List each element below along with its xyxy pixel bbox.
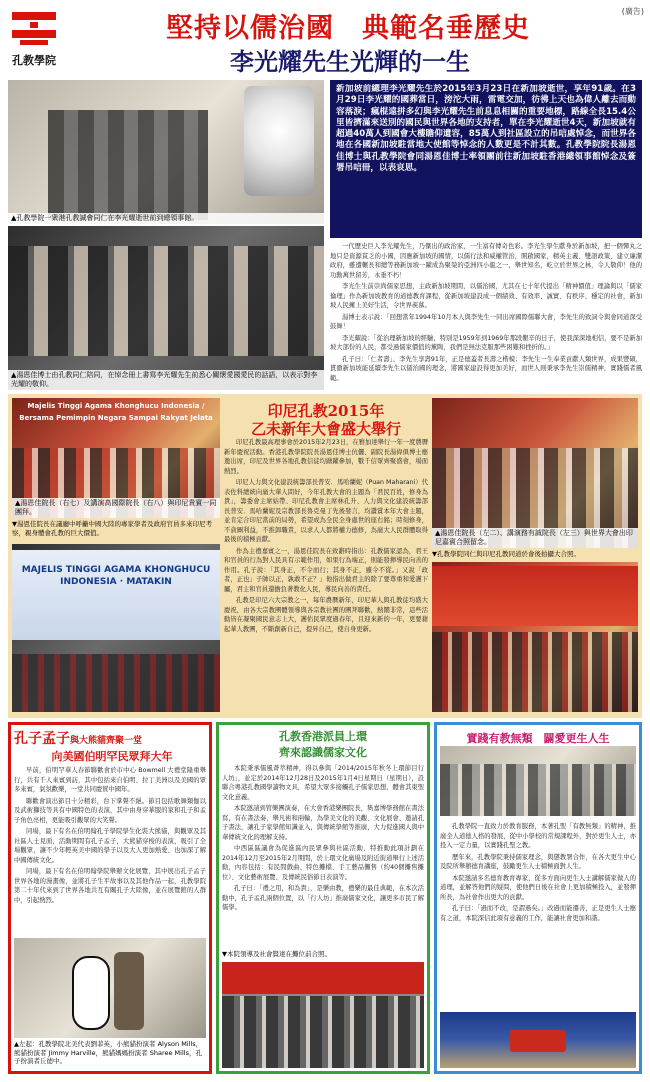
photo-memorial-visit (8, 80, 324, 224)
col1-title-sub: 與大熊貓齊聚一堂 (70, 736, 143, 746)
indo-paragraph: 孔教是印尼六大宗教之一，每年農曆新年，印尼華人與孔教徒均盛大慶祝，由各大宗教團體領導與各宗教社團的團拜聯歡，熱鬧非常，這些活動皆在凝聚國民意志上大，護佑民眾度過春年，且迎來新的一年，更要藉起華人教團，不斷創新自己，提昇自己，使自身更新。 (224, 597, 428, 633)
col2-title: 孔教香港派員上環 (279, 730, 367, 743)
col2-subtitle: 齊來認識儒家文化 (279, 746, 367, 759)
indo-banner-2: MAJELIS TINGGI AGAMA KHONGHUCU INDONESIA · MATAKIN (21, 565, 211, 587)
col3-paragraph: 孔子曰：「過而不改，是謂過矣。」改過而能遷善，正是更生人士應有之道，本院深信此項有意義的工作，能讓社會更加和諧。 (440, 905, 636, 922)
col1-title (14, 728, 210, 748)
col1-paragraph: 同場，最下有名在伯明翰學院舉辦文化展覽，其中展出孔子孟子世界各地的漫畫像，並將孔子生平故事以及其他作品一起，孔教學院第二十年代來到了世界各地共互有關孔子大陸像，並在展覽館的人群中，引起熱烈。 (14, 868, 206, 904)
col3-paragraph: 歷年來，孔教學院秉持儒家理念，與懲教署合作，在各大更生中心及院所舉辦德育講座，鼓勵更生人士積極面對人生。 (440, 853, 636, 870)
essay-text (330, 242, 642, 392)
col2-paragraph: 本院邀請到管樂團演奏，在大會香港樂團院長，雋嘉博學務館在書法寫，有在書法奏，舉凡術和兩輪，為學美文化的美觀、文化展會、邀請孔子書法，讓孔子家學館知識並入，與傳統學館等推廣，大力促進國人與中華傳統文化的理解支持。 (222, 805, 424, 841)
col1-paragraph: 聯歡會演出節目十分精彩，台下掌聲不絕。節目包括歌舞類伽以及武術獅技等具有中國特色的表演，其中由身穿華服的家和孔子和孟子角色亮相，更能吸引觀眾的大笑聲。 (14, 797, 206, 824)
photo-rehab-talk (440, 746, 636, 816)
indo-caption-2: ▼湯恩佳院長在議廳中呼籲中國大陸的專家學者及政府官員多來印尼考察，親身體會孔教的巨大價值。 (12, 520, 212, 537)
indo-paragraph: 印尼孔教最高理事會於2015年2月23日，在雅加達舉行一年一度農曆新年慶祝活動。香港孔教學院院長湯恩佳博士伉儷、副院長湯偉俱博士應邀出席，印尼及世界各地孔教信徒均踴躍參加，數千信眾齊聚盛會，場面熱烈。 (224, 439, 428, 475)
logo-mark-icon (12, 8, 56, 48)
col3-paragraph: 孔教學院一直致力於教育服務，本著孔聖「有教無類」的精神，推廣全人道德人格的發展，從中小學校的常規課程外，對於更生人士，亦投入一定力量，以實踐孔聖之教。 (440, 823, 636, 849)
indo-banner-1: Majelis Tinggi Agama Khonghucu Indonesia / Bersama Pemimpin Negara Sampai Rakyat Jelata (19, 402, 213, 422)
org-name: 孔教學院 (12, 54, 56, 67)
indo-paragraph: 印尼人力與文化建設統籌部長普安．馬哈蘭妮（Puan Maharani）代表佐科總統向廣大華人問好，今年孔教大會的主題為「君民百姓，修身為貴」，籌委會主席姑帶、印尼孔教會主席林孔升、人力與文化建設統籌部長普安．馬哈蘭妮及宗教部長魯克曼丁先後發言，均讚賞本年大會主題，並肯定合印尼當前的局勢，希望成為全民全身處世的座右銘；時刻修身，不貪圖利益，不推卸職責，以求人人都將權力德修，為廣大人民群體取得最後的積極貢獻。 (224, 479, 428, 543)
lead-text: 新加坡前總理李光耀先生於2015年3月23日在新加坡逝世，享年91歲。在3月29日李光耀的國葬當日，滂沱大雨，雷電交加，彷彿上天也為偉人離去而動容落淚；瘋棍遠拼多幻與李光耀先生前息息相關的重要地標，路線全長15.4公里皆擠滿來送別的國民與世界各地的支持者，單在李光耀逝世4天，新加坡就有超過40萬人到國會大樓瞻仰遺容，85萬人到社區設立的吊唁處悼念，而世界各地在各國新加坡駐當地大使館等悼念的人數更是不計其數。孔教學院院長湯恩佳博士與孔教學院會同湯恩佳博士率領團前往新加坡駐香港總領事館悼念及簽署吊唁冊，以表哀思。 (336, 84, 636, 174)
essay-paragraph: 李光生生前崇尚儒家思想，主政新加坡期間，以儒治國，尤其在七十年代提出「精神價值」理論與以「儒家倫理」作為新加坡教育的道德教育課程，從新加坡建設成一個績效、有效率、誠實、有秩序、穩定的社會，新加坡人民擁上美好生活，令世界羨慕。 (330, 283, 642, 309)
photo-signing-book (8, 226, 324, 390)
indo-subtitle: 乙未新年大會盛大舉行 (250, 420, 401, 438)
page-subtitle: 李光耀先生光輝的一生 (230, 47, 470, 76)
col1-title-main: 孔子孟子 (14, 731, 70, 747)
col2-paragraph: 本院秉承儒風薈萃精神，得以參與「2014/2015年秋冬上環節目行人坊」，並定於2014年12月28日及2015年1月4日星期日（星期日），設聯合粵港孔教國學讀物文具，希望大眾多接觸孔子儒家思想，體會其東聖文化意義。 (222, 765, 424, 801)
essay-paragraph: 李光耀說：「從治理新加坡的經驗，特別是1959年到1969年那段艱辛的日子，使我深深地相信，要不是新加坡大部份的人民，都受過儒家價值的薰陶，我們是無法克服那些困難和挫折的。」 (330, 334, 642, 351)
ad-tag: (廣告) (621, 7, 644, 16)
col3-title: 實踐有教無類 闢愛更生人生 (466, 732, 610, 745)
col1-paragraph: 同場，最下有名在伯明翰孔子學院學生化裝大熊貓，與觀眾及其社區人士見面，活動期間有孔子孟子，大熊貓穿梭的表演，吸引了全場觀眾，讓不少年輕英美中國的學子以及大人更加熱愛、也加深了解中國傳統文化。 (14, 828, 206, 864)
page-title: 堅持以儒治國 典範名垂歷史 (166, 13, 530, 44)
col2-caption: ▼本院領導及社會賢達在攤位前合照。 (222, 950, 331, 958)
col1-subtitle: 向美國伯明罕民眾拜大年 (51, 750, 173, 763)
indo-text (224, 438, 428, 714)
indo-title: 印尼孔教2015年 (267, 402, 385, 420)
photo-booth-group (222, 962, 424, 1068)
photo-indo-group-right (432, 562, 638, 712)
photo-indo-vip (432, 398, 638, 548)
panda-icon (72, 956, 110, 1030)
essay-paragraph: 湯博士表示說：「回想當年1994年10月本人與李先生一同出席國際儒聯大會，李先生的致詞令與會同道深受鼓舞！ (330, 313, 642, 330)
col2-paragraph: 中西區區議會為促進區內民眾參與社區活動，特推動此項計劃在2014年12月至2015年2月期間，於上環文化廣場及附近街道舉行上述活動，內容包括：有民間戲曲、特色攤檔、手工藝品攤售（約40個攤售攤位）、文化藝術展覽、及傳統民俗節日表演等。 (222, 845, 424, 881)
indo-caption-4: ▼孔教學院同仁與印尼孔教同道於會後拍攝大合照。 (432, 550, 580, 558)
indo-paragraph: 作為主禮嘉賓之一，湯恩佳院長在致辭時指出：孔教儒家認為，君王和官員的行為對人民具有示範作用，如果行為端正，則能發揮導民向善的作用。孔子說：「其身正，不令而行；其身不正，雖令不從。」又說「政者，正也」子帥以正，孰敢不正？」他指出做君主的除了要尊重和愛護下屬，君主和官員還擔負著教化人民，導民向善的責任。 (224, 547, 428, 593)
col1-caption: ▲左起：孔教學院北美代表劉菲英，小熊貓扮演者 Alyson Mills，熊貓扮演者 Jimmy Harville，熊貓媽媽扮演者 Sharee Mills，孔子扮演者丘德中。 (14, 1040, 203, 1065)
col2-text (222, 764, 424, 948)
photo-rehab-stage (440, 1012, 636, 1068)
photo-caption: ▲孔教學院一衆港孔教誠會同仁在李光耀逝世前到總領事館。 (8, 213, 324, 224)
photo-indo-speech (12, 544, 220, 712)
photo-caption: ▲湯恩佳博士由孔教同仁陪同，在悼念冊上書寫李光耀先生前悉心關懷愛國愛民的話語，以表示對李光耀的敬仰。 (8, 370, 324, 390)
photo-caption: ▲湯恩佳院長（右七）及講演高國際院長（右八）與印尼貴賓一同團拜。 (12, 498, 220, 518)
logo (8, 8, 60, 70)
col1-paragraph: 早前，伯明罕華人春節聯歡會於市中心 Bowmell 大禮堂隆重舉行，共有千人來賓到訪，其中包括來自伯明、拉丁美洲以及美國的眾多來賓，氣氛歡樂，一堂共同慶賀中國年。 (14, 767, 206, 793)
col3-text (440, 822, 636, 1008)
col3-paragraph: 本院邀請多名德育教育專家，從多方面向更生人士講解儒家做人的道理，並解答他們的疑問，使他們日後在社會上更加積極投入，並發揮所長，為社會作出更大的貢獻。 (440, 874, 636, 901)
photo-indo-group-left (12, 398, 220, 518)
essay-paragraph: 一代歷史巨人李光耀先生，乃傑出的政治家，一生富有傳奇色彩。李光生學生獻身於新加坡，把一個彈丸之地只是資源貧乏的小國，因應新加坡的國情，以儒行法和威權管治，開啟國家，精英主義、雙語政策、建立廉潔政府，雖遭輾長和總等務新加坡一躍成為聚榮的亞洲四小龍之一，舉世知名，屹立於世界之林，令人敬仰！他的功勳萬世留芳，永垂不朽！ (330, 243, 642, 279)
col2-paragraph: 孔子曰：「禮之用，和為貴」，是樂由教，禮樂的最佳典範，在本次活動中，孔子孟孔兩個位置，以「行人坊」推廣儒家文化，讓更多市民了解儒學。 (222, 885, 424, 911)
essay-paragraph: 孔子曰：「仁者壽」，李先生享壽91年，正是德蓋者長壽之楷模；李先生一生奉業貢獻人類世界，成果豐碩，貫徹新加坡能延續李先生以儒治國的理念，將國家建設得更加美好，而世人則秉承李先生崇儒精神，實踐儒者風範。 (330, 355, 642, 382)
photo-panda-confucius (14, 938, 206, 1038)
col1-text (14, 766, 206, 934)
photo-caption: ▲湯恩佳院長（左二）、講演務有誠院長（左三）與世界大會出印尼嘉賓合照留念。 (432, 528, 638, 548)
